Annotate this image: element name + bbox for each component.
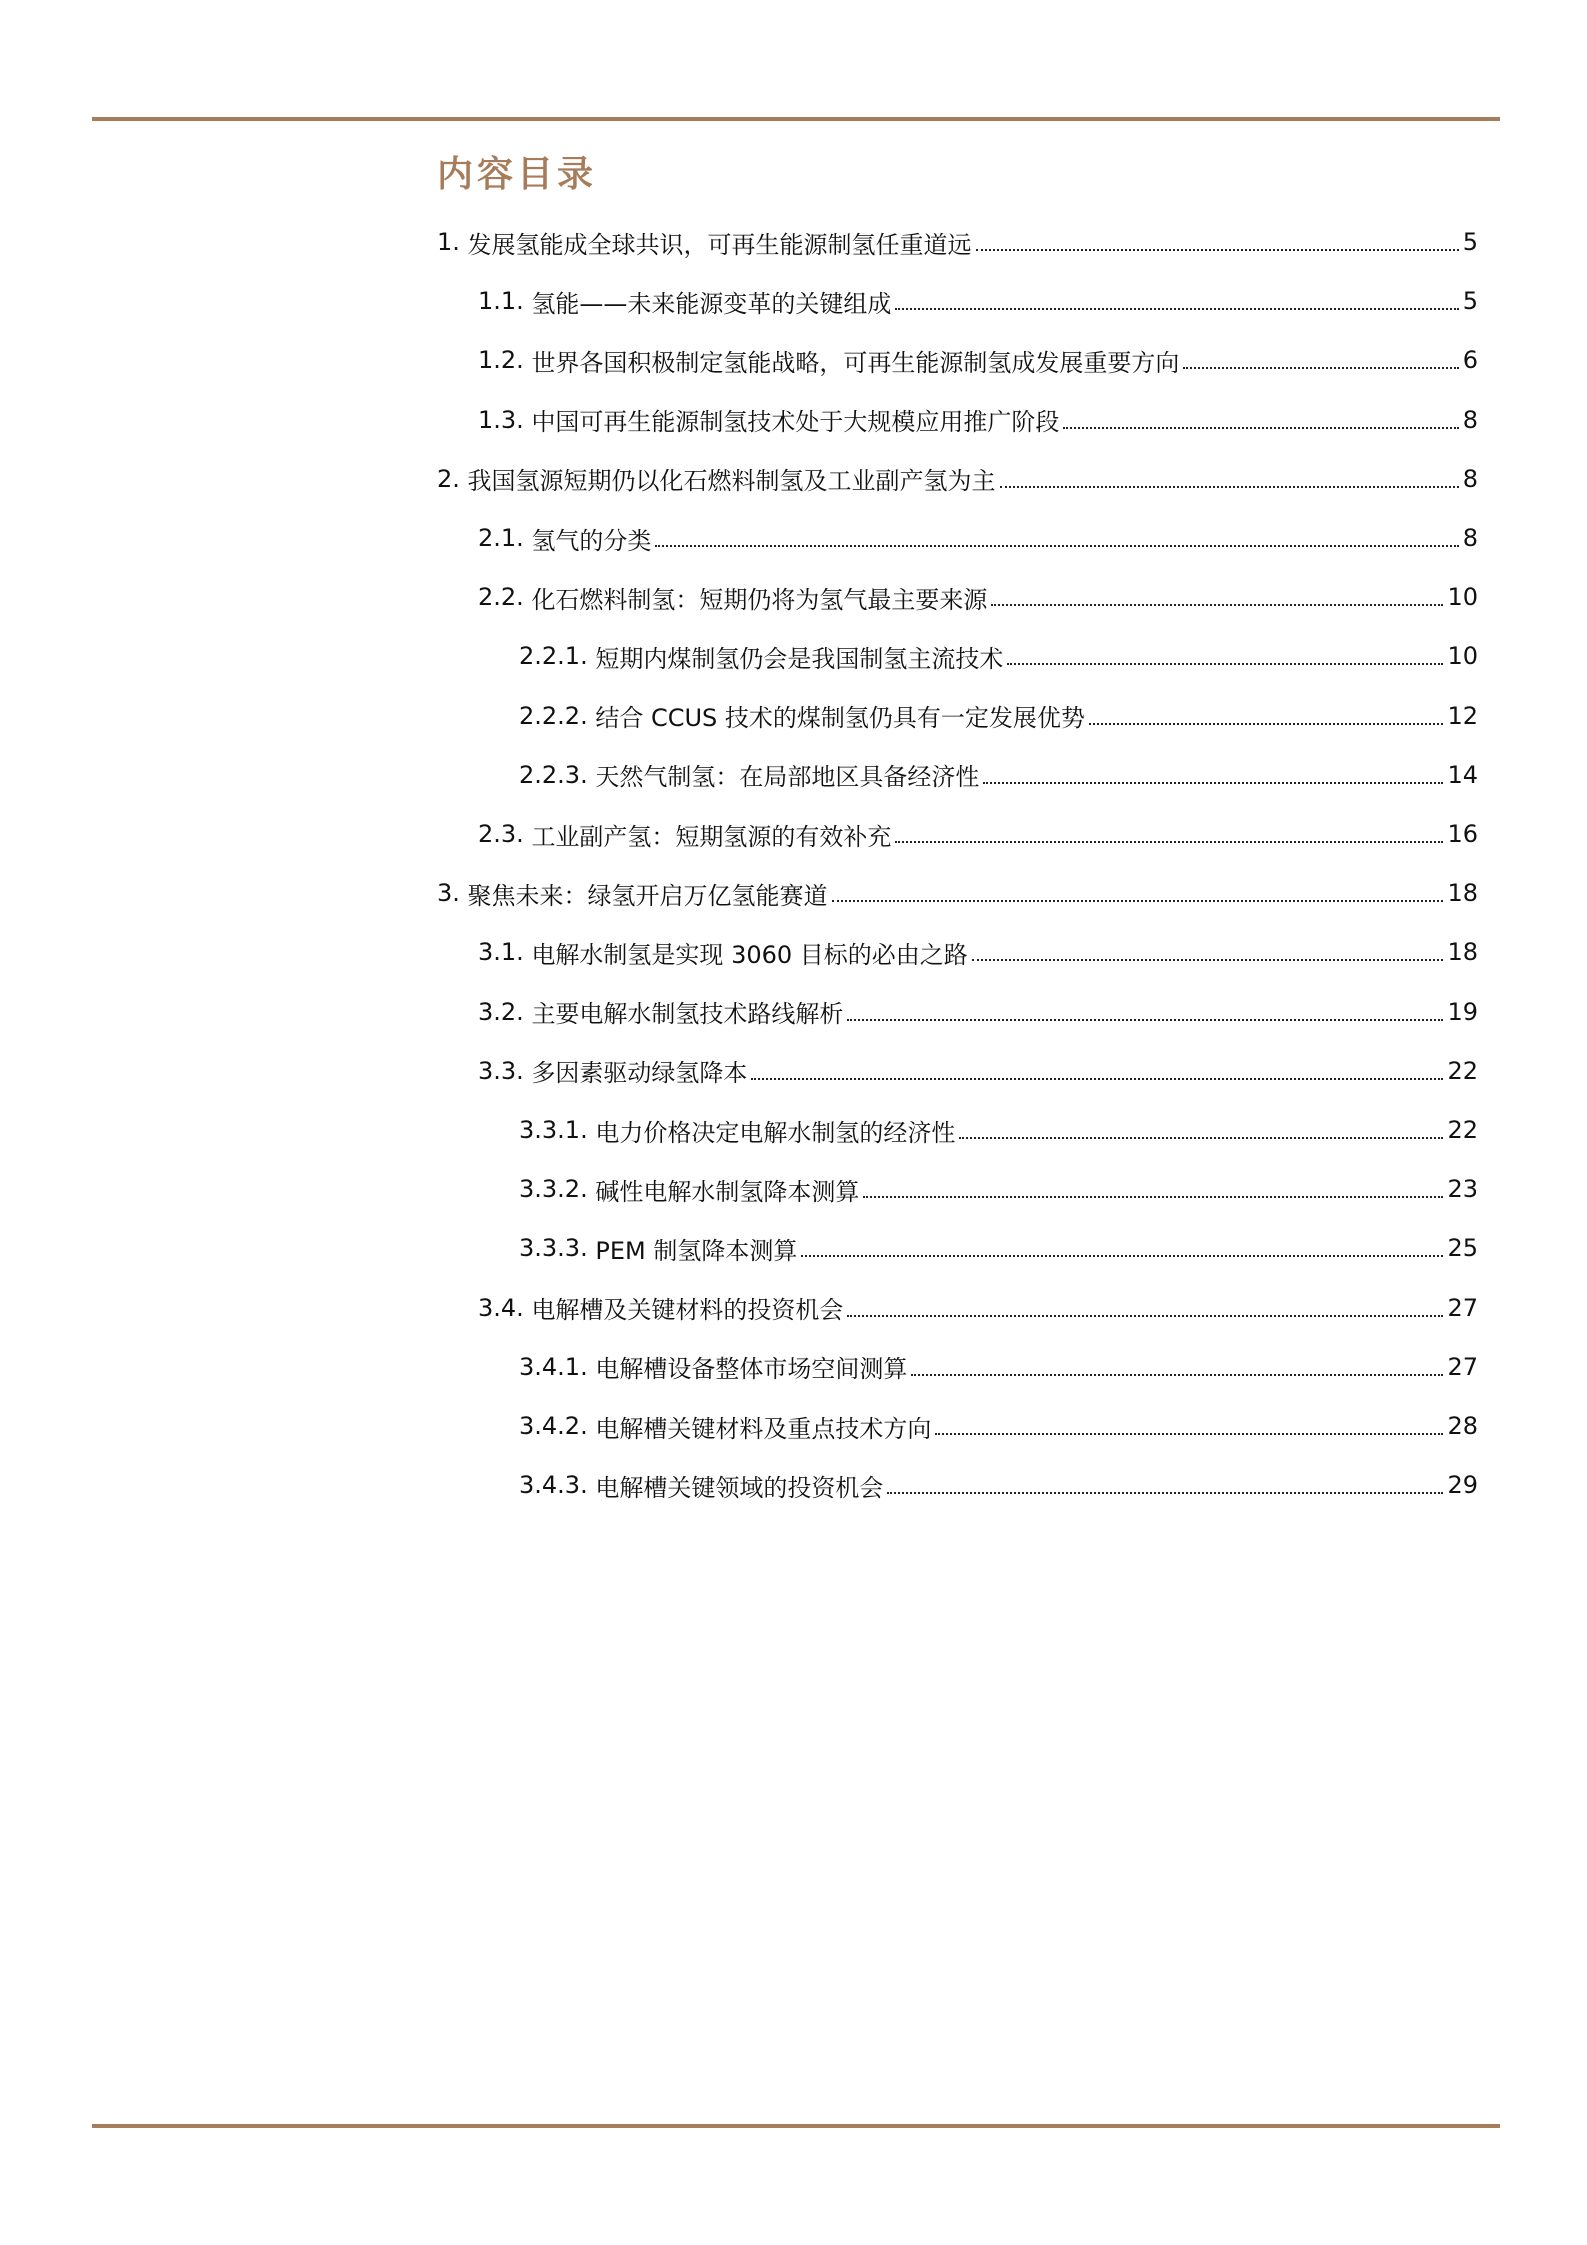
dot-leader [895, 841, 1443, 843]
entry-number: 3.2. [478, 997, 524, 1026]
toc-entry[interactable] [519, 755, 1478, 795]
entry-title: 电解槽关键领域的投资机会 [595, 1473, 884, 1502]
dot-leader [863, 1196, 1443, 1198]
dot-leader [1183, 367, 1458, 369]
entry-title: 世界各国积极制定氢能战略，可再生能源制氢成发展重要方向 [531, 348, 1180, 377]
dot-leader [895, 308, 1458, 310]
entry-title: 电力价格决定电解水制氢的经济性 [595, 1118, 956, 1147]
entry-page: 8 [1462, 524, 1478, 552]
entry-title: 中国可再生能源制氢技术处于大规模应用推广阶段 [531, 408, 1060, 437]
entry-number: 2.2.2. [519, 701, 588, 730]
entry-page: 22 [1447, 1116, 1478, 1144]
entry-title: 工业副产氢：短期氢源的有效补充 [531, 822, 892, 851]
entry-page: 25 [1447, 1234, 1478, 1263]
entry-title: 电解槽关键材料及重点技术方向 [595, 1414, 932, 1443]
entry-page: 28 [1447, 1412, 1478, 1440]
dot-leader [847, 1315, 1443, 1317]
entry-number: 1.2. [478, 346, 524, 375]
entry-number: 1.1. [478, 287, 524, 316]
toc-entry[interactable] [519, 696, 1478, 736]
entry-title: 电解水制氢是实现 3060 目标的必由之路 [531, 940, 968, 969]
entry-number: 3.3.2. [519, 1175, 588, 1204]
entry-title: 发展氢能成全球共识，可再生能源制氢任重道远 [467, 230, 972, 259]
dot-leader [935, 1433, 1443, 1435]
entry-title: 结合 CCUS 技术的煤制氢仍具有一定发展优势 [595, 704, 1085, 733]
entry-title: 电解槽及关键材料的投资机会 [531, 1296, 844, 1325]
toc-entry[interactable] [437, 222, 1478, 262]
dot-leader [983, 782, 1443, 784]
toc-entry[interactable] [519, 1347, 1478, 1387]
entry-title: 氢能——未来能源变革的关键组成 [531, 289, 892, 318]
toc-entry[interactable] [519, 1228, 1478, 1268]
entry-number: 1.3. [478, 405, 524, 434]
entry-page: 10 [1447, 583, 1478, 612]
dot-leader [832, 900, 1444, 902]
entry-page: 18 [1447, 879, 1478, 908]
entry-title: 我国氢源短期仍以化石燃料制氢及工业副产氢为主 [467, 467, 996, 496]
toc-entry[interactable] [478, 992, 1478, 1032]
dot-leader [1089, 723, 1444, 725]
entry-page: 22 [1447, 1056, 1478, 1085]
toc-title: 内容目录 [437, 153, 598, 195]
toc-entry[interactable] [478, 281, 1478, 321]
entry-page: 27 [1447, 1352, 1478, 1381]
entry-number: 2. [437, 464, 460, 493]
entry-page: 29 [1447, 1471, 1478, 1500]
entry-number: 1. [437, 228, 460, 256]
entry-page: 18 [1447, 938, 1478, 967]
header-rule [92, 117, 1500, 121]
footer-rule [92, 2124, 1500, 2128]
toc-entry[interactable] [478, 518, 1478, 558]
toc-entry[interactable] [478, 1051, 1478, 1091]
entry-page: 5 [1462, 287, 1478, 316]
toc-entry[interactable] [519, 1406, 1478, 1446]
entry-number: 3.4.3. [519, 1471, 588, 1500]
entry-title: 主要电解水制氢技术路线解析 [531, 1000, 844, 1029]
entry-number: 2.1. [478, 524, 524, 552]
dot-leader [847, 1019, 1443, 1021]
toc-entry[interactable] [437, 873, 1478, 913]
entry-title: 短期内煤制氢仍会是我国制氢主流技术 [595, 644, 1004, 673]
entry-title: 氢气的分类 [531, 526, 652, 555]
entry-title: 电解槽设备整体市场空间测算 [595, 1355, 908, 1384]
entry-page: 6 [1462, 346, 1478, 375]
dot-leader [991, 604, 1443, 606]
entry-page: 10 [1447, 642, 1478, 671]
toc-entry[interactable] [478, 577, 1478, 617]
toc-entry[interactable] [519, 1169, 1478, 1209]
toc-entry[interactable] [478, 400, 1478, 440]
entry-number: 2.2.3. [519, 760, 588, 789]
entry-page: 12 [1447, 701, 1478, 730]
entry-page: 16 [1447, 820, 1478, 848]
entry-page: 8 [1462, 405, 1478, 434]
dot-leader [801, 1255, 1443, 1257]
entry-number: 3.3.1. [519, 1116, 588, 1144]
entry-number: 3.4. [478, 1293, 524, 1322]
entry-page: 14 [1447, 760, 1478, 789]
entry-number: 3.4.1. [519, 1352, 588, 1381]
entry-title: 聚焦未来：绿氢开启万亿氢能赛道 [467, 881, 828, 910]
toc-entry[interactable] [478, 340, 1478, 380]
entry-number: 2.2.1. [519, 642, 588, 671]
dot-leader [1000, 486, 1459, 488]
dot-leader [887, 1492, 1443, 1494]
entry-number: 3.3.3. [519, 1234, 588, 1263]
toc-entry[interactable] [519, 1465, 1478, 1505]
entry-number: 2.3. [478, 820, 524, 848]
entry-page: 8 [1462, 464, 1478, 493]
entry-title: 碱性电解水制氢降本测算 [595, 1177, 860, 1206]
entry-number: 3.4.2. [519, 1412, 588, 1440]
dot-leader [1063, 427, 1458, 429]
entry-page: 5 [1462, 228, 1478, 256]
toc-entry[interactable] [478, 814, 1478, 854]
dot-leader [976, 249, 1459, 251]
dot-leader [1007, 663, 1443, 665]
dot-leader [655, 545, 1458, 547]
dot-leader [911, 1374, 1443, 1376]
entry-page: 27 [1447, 1293, 1478, 1322]
toc-entry[interactable] [478, 932, 1478, 972]
entry-title: PEM 制氢降本测算 [595, 1236, 798, 1265]
entry-page: 23 [1447, 1175, 1478, 1204]
entry-number: 3.1. [478, 938, 524, 967]
toc-entry[interactable] [437, 459, 1478, 499]
entry-page: 19 [1447, 997, 1478, 1026]
toc-entry[interactable] [519, 636, 1478, 676]
dot-leader [959, 1137, 1443, 1139]
entry-number: 3.3. [478, 1056, 524, 1085]
dot-leader [972, 959, 1444, 961]
entry-title: 天然气制氢：在局部地区具备经济性 [595, 763, 980, 792]
entry-number: 2.2. [478, 583, 524, 612]
toc-entry[interactable] [478, 1288, 1478, 1328]
toc-entry[interactable] [519, 1110, 1478, 1150]
entry-title: 多因素驱动绿氢降本 [531, 1059, 748, 1088]
entry-title: 化石燃料制氢：短期仍将为氢气最主要来源 [531, 585, 988, 614]
dot-leader [751, 1078, 1443, 1080]
entry-number: 3. [437, 879, 460, 908]
